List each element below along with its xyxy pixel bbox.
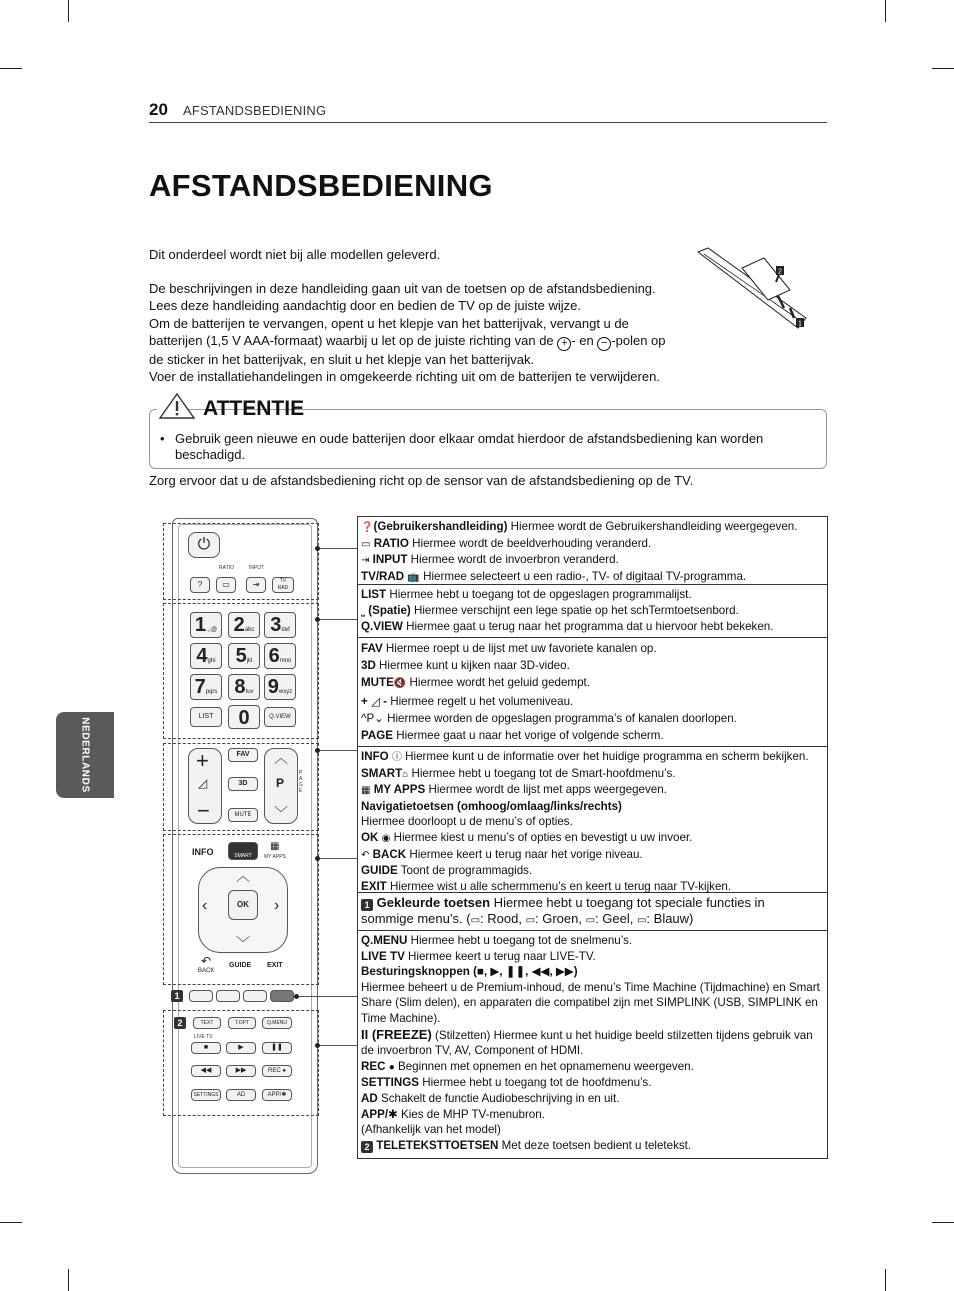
- crop-mark: [885, 1269, 886, 1291]
- crop-mark: [68, 1269, 69, 1291]
- table-row: 1 Gekleurde toetsen Hiermee hebt u toegang tot speciale functies in sommige menu’s. (▭: Rood, ▭: Groen, ▭: Geel, ▭: Blauw): [358, 893, 827, 931]
- language-tab: NEDERLANDS: [56, 712, 114, 798]
- description-table: [357, 516, 828, 1159]
- livetv-label: LIVE TV: [194, 1034, 213, 1040]
- connector-line: [317, 548, 357, 549]
- svg-text:1: 1: [798, 320, 802, 328]
- attentie-list: [160, 431, 800, 463]
- smart-home-icon: ⌂: [402, 768, 409, 780]
- crop-mark: [885, 0, 886, 22]
- nav-down-icon: ﹀: [236, 935, 250, 951]
- table-row: Q.MENU Hiermee hebt u toegang tot de snelmenu’s. LIVE TV Hiermee keert u terug naar LIVE-TV. Besturingsknoppen (■, ▶, ❚❚, ◀◀, ▶▶) Hiermee beheert u de Premium-inhoud, de menu’s Time Machine (Tijdmachine) en Smart Share (Slim delen), en apparaten die compatibel zijn met SIMPLINK (USB, SIMPLINK en Time Machine). II (FREEZE) (Stilzetten) Hiermee kunt u het huidige beeld stilzetten tijdens gebruik van de invoerbron TV, AV, Component of HDMI. REC ● Beginnen met opnemen en het opnamemenu weergeven. SETTINGS Hiermee hebt u toegang tot de hoofdmenu’s. AD Schakelt de functie Audiobeschrijving in en uit. APP/✱ Kies de MHP TV-menubron. (Afhankelijk van het model) 2 TELETEKSTTOETSEN Met deze toetsen bedient u teletekst.: [361, 934, 820, 1152]
- play-button[interactable]: ▶: [226, 1042, 256, 1054]
- back-arrow-icon: ↶: [361, 849, 370, 861]
- user-guide-button[interactable]: ?: [190, 577, 210, 593]
- topt-button[interactable]: T.OPT: [228, 1017, 256, 1029]
- connector-line: [317, 619, 357, 620]
- fav-button[interactable]: FAV: [228, 748, 258, 762]
- back-arrow-icon: ↶: [201, 954, 212, 968]
- ratio-label: RATIO: [219, 565, 234, 571]
- info-button[interactable]: INFO: [192, 847, 214, 857]
- key-5[interactable]: 5jkl: [228, 643, 260, 669]
- crop-mark: [932, 1222, 954, 1223]
- connector-dot: [315, 856, 320, 861]
- text-button[interactable]: TEXT: [193, 1017, 221, 1029]
- program-label: P: [276, 776, 285, 790]
- marker-1: 1: [171, 990, 183, 1002]
- settings-button[interactable]: SETTINGS: [191, 1089, 221, 1101]
- bullet: •: [160, 431, 165, 446]
- chevron-up-icon: ︿: [274, 750, 288, 766]
- exit-button[interactable]: EXIT: [267, 962, 283, 969]
- ratio-icon: ▭: [361, 538, 371, 550]
- blue-key-icon: ▭: [636, 915, 647, 926]
- red-button[interactable]: [189, 990, 213, 1002]
- connector-line: [317, 750, 357, 751]
- table-row: INFO ⓘ Hiermee kunt u de informatie over het huidige programma en scherm bekijken. SMART⌂ Hiermee hebt u toegang tot de Smart-hoofdmenu’s. ▦ MY APPS Hiermee wordt de lijst met apps weergegeven. Navigatietoetsen (omhoog/omlaag/links/rechts) Hiermee doorloopt u de menu’s of opties. OK ◉ Hiermee kiest u menu’s of opties en bevestigt u uw invoer. ↶ BACK Hiermee keert u terug naar het vorige niveau. GUIDE Toont de programmagids. EXIT Hiermee wist u alle schermmenu’s en keert u terug naar TV-kijken.: [358, 747, 827, 893]
- list-button[interactable]: LIST: [190, 707, 222, 727]
- yellow-key-icon: ▭: [585, 915, 596, 926]
- info-icon: ⓘ: [391, 752, 402, 763]
- battery-illustration: [694, 246, 814, 346]
- key-3[interactable]: 3def: [264, 612, 296, 638]
- space-icon: ⎵: [361, 605, 365, 617]
- attentie-title: ATTENTIE: [203, 397, 305, 420]
- crop-mark: [0, 68, 22, 69]
- rec-button[interactable]: REC ●: [262, 1065, 292, 1077]
- connector-line: [317, 858, 357, 859]
- chevron-down-icon: ﹀: [274, 805, 288, 821]
- green-key-icon: ▭: [525, 915, 536, 926]
- connector-line: [296, 996, 357, 997]
- remote-group-top: [163, 523, 319, 600]
- input-label: INPUT: [249, 565, 264, 571]
- guide-button[interactable]: GUIDE: [229, 962, 252, 969]
- ok-button[interactable]: OK: [228, 890, 258, 920]
- power-button[interactable]: ⏻: [188, 532, 220, 558]
- input-icon: ⇥: [361, 555, 370, 567]
- attentie-item: Gebruik geen nieuwe en oude batterijen door elkaar omdat hierdoor de afstandsbediening kan worden beschadigd.: [175, 431, 764, 462]
- qview-button[interactable]: Q.VIEW: [264, 707, 296, 727]
- nav-up-icon: ︿: [236, 868, 250, 884]
- input-button[interactable]: ⇥: [246, 577, 266, 593]
- nav-left-icon: ‹: [202, 897, 208, 914]
- apps-grid-icon: ▦: [361, 785, 371, 797]
- rewind-button[interactable]: ◀◀: [191, 1065, 221, 1077]
- plus-pole-icon: +: [557, 337, 571, 351]
- volume-down-icon: −: [197, 798, 210, 823]
- apps-grid-icon: ▦: [270, 841, 280, 852]
- table-row: FAV Hiermee roept u de lijst met uw favoriete kanalen op. 3D Hiermee kunt u kijken naar 3D-video. MUTE🔇 Hiermee wordt het geluid gedempt. + ◿ - Hiermee regelt u het volumeniveau. ^P⌄ Hiermee worden de opgeslagen programma’s of kanalen doorlopen. PAGE Hiermee gaat u naar het vorige of volgende scherm.: [358, 638, 827, 747]
- tv-rad-icon: 📺: [407, 571, 420, 583]
- mute-icon: 🔇: [393, 678, 407, 690]
- user-guide-icon: ❓: [361, 522, 374, 533]
- intro-text: [149, 246, 709, 385]
- key-1[interactable]: 1.,;@: [190, 612, 222, 638]
- green-button[interactable]: [216, 990, 240, 1002]
- marker-2: 2: [361, 1141, 373, 1153]
- key-2[interactable]: 2abc: [228, 612, 260, 638]
- intro-paragraph: Dit onderdeel wordt niet bij alle modellen geleverd.: [149, 247, 441, 262]
- page-label: PAGE: [299, 770, 303, 794]
- connector-dot: [315, 748, 320, 753]
- marker-2: 2: [174, 1017, 186, 1029]
- stop-button[interactable]: ■: [191, 1042, 221, 1054]
- page-title: AFSTANDSBEDIENING: [149, 168, 493, 203]
- section-name: AFSTANDSBEDIENING: [183, 103, 327, 118]
- nav-right-icon: ›: [274, 897, 280, 914]
- key-9[interactable]: 9wxyz: [264, 674, 296, 700]
- key-7[interactable]: 7pqrs: [190, 674, 222, 700]
- qmenu-button[interactable]: Q.MENU: [262, 1017, 292, 1029]
- red-key-icon: ▭: [470, 915, 481, 926]
- pause-button[interactable]: ❚❚: [262, 1042, 292, 1054]
- crop-mark: [0, 1222, 22, 1223]
- key-6[interactable]: 6mno: [264, 643, 296, 669]
- yellow-button[interactable]: [243, 990, 267, 1002]
- back-button[interactable]: BACK: [198, 968, 215, 974]
- minus-pole-icon: −: [597, 337, 611, 351]
- intro-paragraph: De beschrijvingen in deze handleiding gaan uit van de toetsen op de afstandsbediening. Lees deze handleiding aandachtig door en bedien de TV op de juiste wijze. Om de batterijen te vervangen, opent u het klepje van het batterijvak, vervangt u de batterijen (1,5 V AAA-formaat) waarbij u let op de juiste richting van de + - en − -polen op de sticker in het batterijvak, en sluit u het klepje van het batterijvak. Voer de installatiehandelingen in omgekeerde richting uit om de batterijen te verwijderen.: [149, 281, 666, 385]
- svg-text:2: 2: [778, 268, 782, 276]
- smart-button[interactable]: SMART: [228, 842, 258, 860]
- table-row: LIST Hiermee hebt u toegang tot de opgeslagen programmalijst. ⎵ (Spatie) Hiermee verschijnt een lege spatie op het schTermtoetsenbord. Q.VIEW Hiermee gaat u terug naar het programma dat u hiervoor hebt bekeken.: [358, 585, 827, 638]
- connector-dot: [315, 1043, 320, 1048]
- mute-button[interactable]: MUTE: [228, 808, 258, 822]
- page-header: [149, 100, 827, 123]
- forward-button[interactable]: ▶▶: [226, 1065, 256, 1077]
- myapps-label: MY APPS: [264, 854, 286, 860]
- record-dot-icon: ●: [388, 1061, 395, 1073]
- marker-1: 1: [361, 899, 373, 911]
- crop-mark: [932, 68, 954, 69]
- crop-mark: [68, 0, 69, 22]
- connector-line: [317, 1045, 357, 1046]
- key-4[interactable]: 4ghi: [190, 643, 222, 669]
- ratio-button[interactable]: ▭: [216, 577, 236, 593]
- zorg-note: Zorg ervoor dat u de afstandsbediening richt op de sensor van de afstandsbediening op de TV.: [149, 473, 694, 488]
- key-8[interactable]: 8tuv: [228, 674, 260, 700]
- connector-dot: [315, 617, 320, 622]
- attentie-heading: [157, 392, 305, 422]
- blue-button[interactable]: [270, 990, 294, 1002]
- connector-dot: [294, 994, 299, 999]
- key-0[interactable]: 0: [228, 705, 260, 729]
- app-button[interactable]: APP/✱: [262, 1089, 292, 1101]
- ad-button[interactable]: AD: [226, 1089, 256, 1101]
- 3d-button[interactable]: 3D: [228, 777, 258, 791]
- table-row: ❓(Gebruikershandleiding) Hiermee wordt de Gebruikershandleiding weergegeven. ▭ RATIO Hiermee wordt de beeldverhouding veranderd. ⇥ INPUT Hiermee wordt de invoerbron veranderd. TV/RAD 📺 Hiermee selecteert u een radio-, TV- of digitaal TV-programma.: [358, 517, 827, 585]
- warning-icon: [157, 392, 197, 420]
- tv-rad-button[interactable]: TV RAD: [272, 577, 294, 593]
- volume-up-icon: +: [196, 748, 209, 773]
- volume-icon: ◿: [198, 776, 208, 790]
- connector-dot: [315, 546, 320, 551]
- ok-icon: ◉: [381, 832, 391, 844]
- page-number: 20: [149, 100, 168, 119]
